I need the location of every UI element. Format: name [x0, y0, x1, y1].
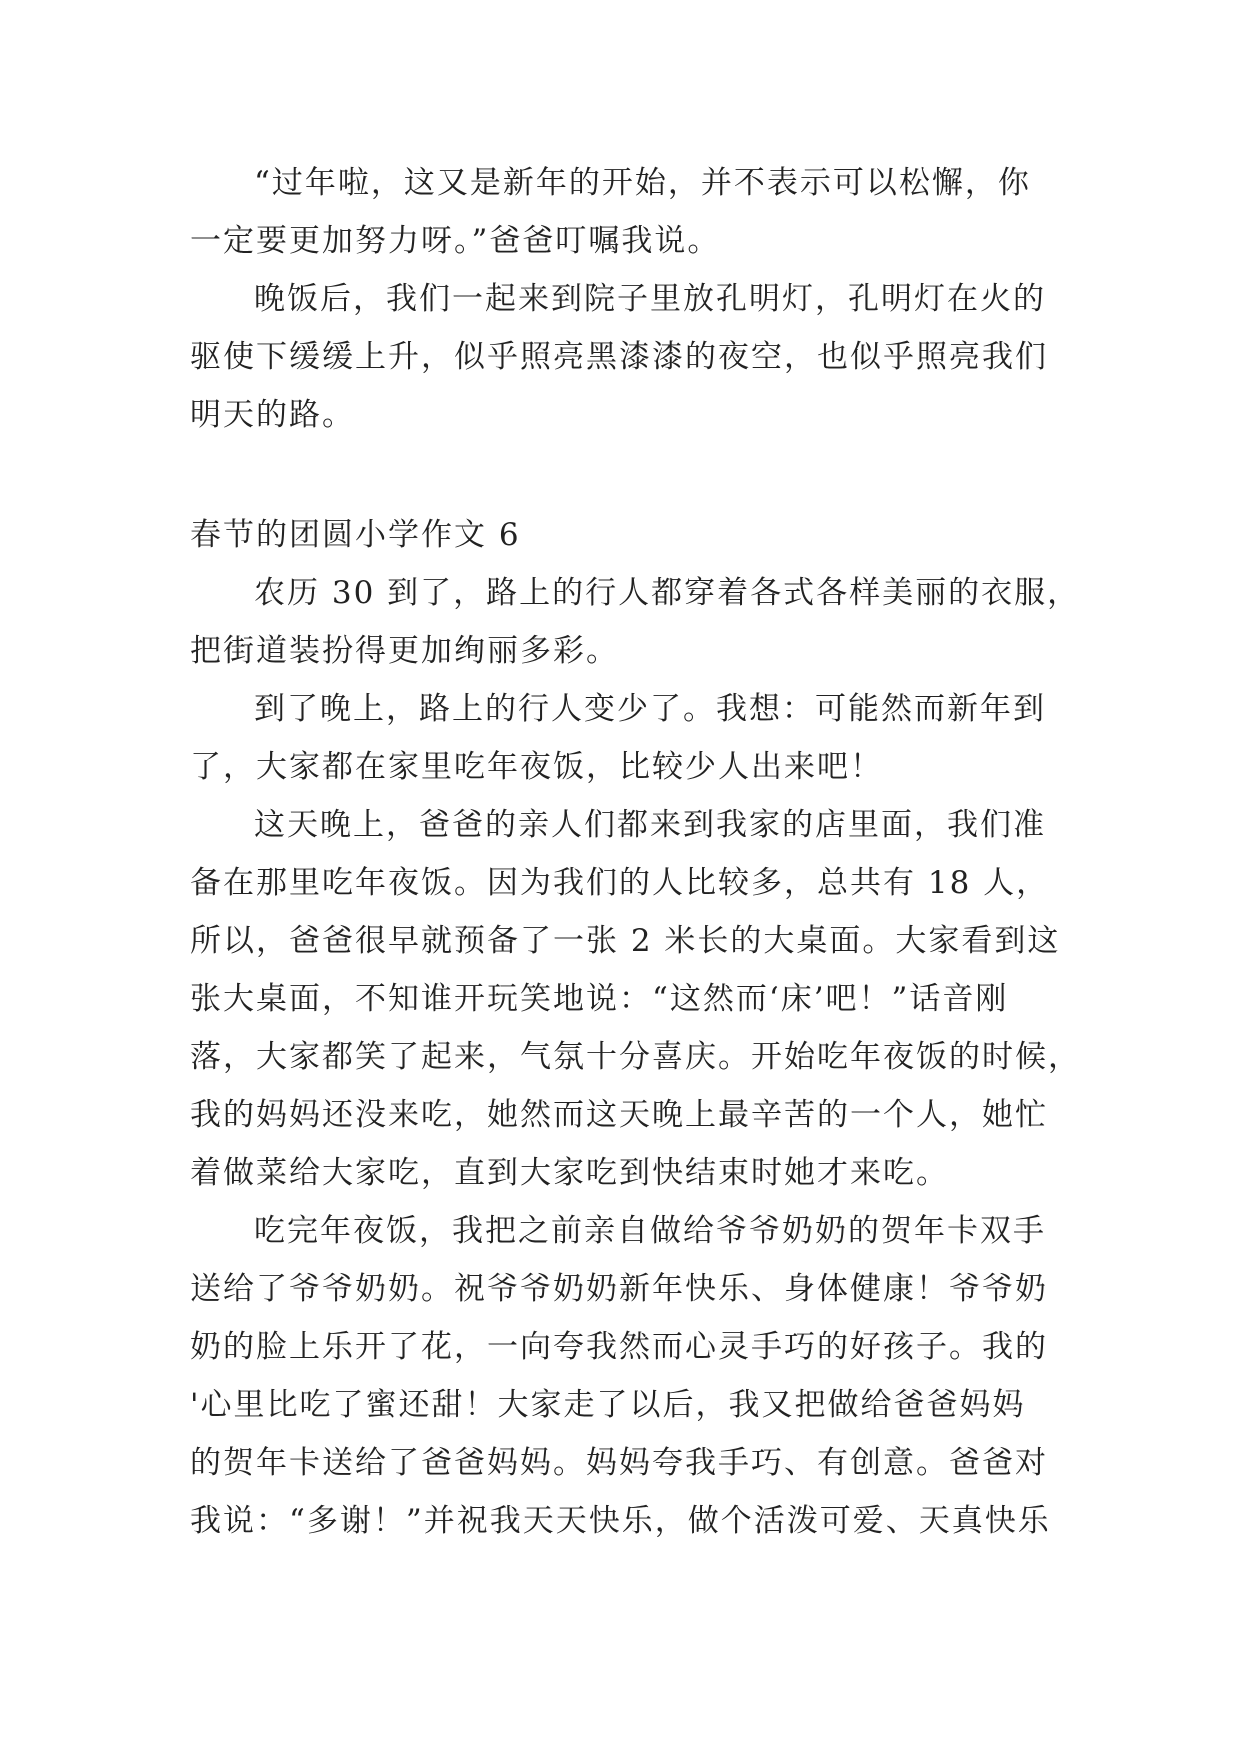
- paragraph: [190, 270, 1050, 444]
- text-line: 我说：“多谢！”并祝我天天快乐，做个活泼可爱、天真快乐: [190, 1503, 1051, 1539]
- text-line: 吃完年夜饭，我把之前亲自做给爷爷奶奶的贺年卡双手: [254, 1213, 1046, 1249]
- text-line: 一定要更加努力呀。”爸爸叮嘱我说。: [190, 223, 721, 259]
- text-line: 张大桌面，不知谁开玩笑地说：“这然而‘床’吧！”话音刚: [190, 981, 1009, 1017]
- text-line: 的贺年卡送给了爸爸妈妈。妈妈夸我手巧、有创意。爸爸对: [190, 1445, 1048, 1481]
- text-line: 所以，爸爸很早就预备了一张 2 米长的大桌面。大家看到这: [190, 923, 1061, 959]
- text-line: 奶的脸上乐开了花，一向夸我然而心灵手巧的好孩子。我的: [190, 1329, 1048, 1365]
- text-line: 备在那里吃年夜饭。因为我们的人比较多，总共有 18 人，: [190, 865, 1050, 901]
- paragraph: [190, 680, 1050, 796]
- text-line: 这天晚上，爸爸的亲人们都来到我家的店里面，我们准: [254, 807, 1046, 843]
- text-line: “过年啦，这又是新年的开始，并不表示可以松懈，你: [254, 165, 1031, 201]
- text-line: 落，大家都笑了起来，气氛十分喜庆。开始吃年夜饭的时候，: [190, 1039, 1081, 1075]
- text-line: '心里比吃了蜜还甜！大家走了以后，我又把做给爸爸妈妈: [190, 1387, 1026, 1423]
- text-line: 把街道装扮得更加绚丽多彩。: [190, 633, 619, 669]
- paragraph: [190, 1202, 1050, 1550]
- text-line: 送给了爷爷奶奶。祝爷爷奶奶新年快乐、身体健康！爷爷奶: [190, 1271, 1048, 1307]
- text-line: 晚饭后，我们一起来到院子里放孔明灯，孔明灯在火的: [254, 281, 1046, 317]
- section-spacer: [190, 444, 1050, 506]
- text-line: 了，大家都在家里吃年夜饭，比较少人出来吧！: [190, 749, 883, 785]
- text-line: 到了晚上，路上的行人变少了。我想：可能然而新年到: [254, 691, 1046, 727]
- paragraph: [190, 154, 1050, 270]
- text-line: 驱使下缓缓上升，似乎照亮黑漆漆的夜空，也似乎照亮我们: [190, 339, 1048, 375]
- text-line: 农历 30 到了，路上的行人都穿着各式各样美丽的衣服，: [254, 575, 1081, 611]
- document-body: [190, 154, 1081, 1550]
- text-line: 明天的路。: [190, 397, 355, 433]
- section-title: 春节的团圆小学作文 6: [190, 517, 521, 553]
- paragraph: [190, 796, 1081, 1202]
- text-line: 我的妈妈还没来吃，她然而这天晚上最辛苦的一个人，她忙: [190, 1097, 1048, 1133]
- paragraph: [190, 564, 1081, 680]
- text-line: 着做菜给大家吃，直到大家吃到快结束时她才来吃。: [190, 1155, 949, 1191]
